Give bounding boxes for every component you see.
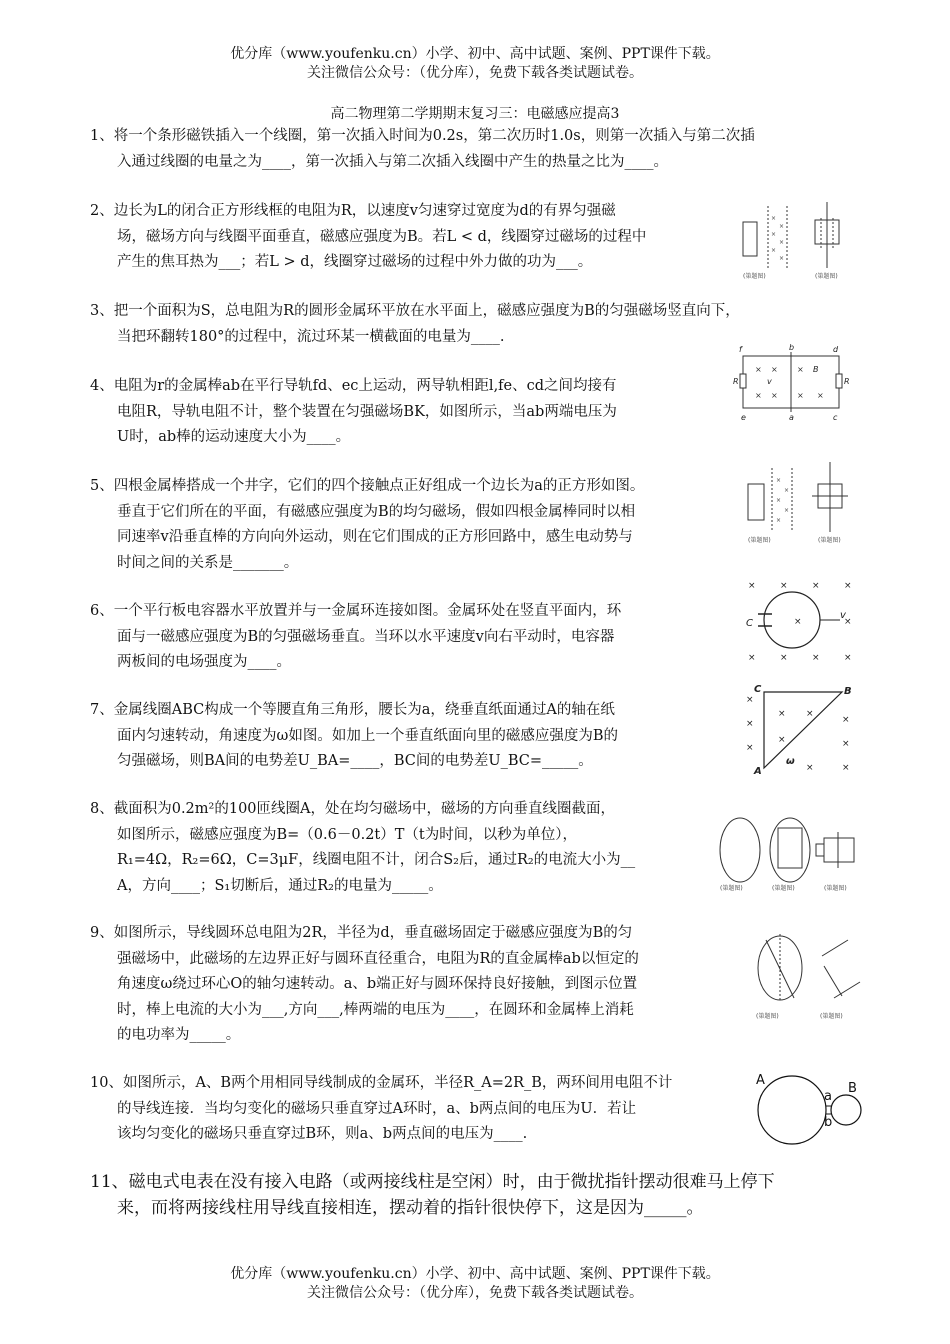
label-B: B (844, 686, 852, 697)
question-line: 强磁场中，此磁场的左边界正好与圆环直径重合，电阻为R的直金属棒ab以恒定的 (117, 950, 639, 967)
question-line: 3、把一个面积为S，总电阻为R的圆形金属环平放在水平面上，磁感应强度为B的匀强磁场竖直向下， (90, 303, 740, 319)
question-line: 的电功率为_____。 (117, 1027, 241, 1043)
question-line: 7、金属线圈ABC构成一个等腰直角三角形，腰长为a，绕垂直纸面通过A的轴在纸 (90, 702, 615, 718)
cross-mark: × (771, 365, 778, 374)
label-A: A (756, 1073, 765, 1088)
cross-mark: × (794, 617, 802, 627)
label-C: C (746, 618, 753, 629)
header-line-1: 优分库（www.youfenku.cn）小学、初中、高中试题、案例、PPT课件下载。 (230, 46, 720, 62)
cross-mark: × (797, 365, 804, 374)
label-R: R (844, 377, 850, 386)
figure-q8 (712, 812, 862, 892)
cross-mark: × (746, 719, 754, 729)
resistor (836, 374, 842, 388)
header-line-2: 关注微信公众号：（优分库），免费下载各类试题试卷。 (307, 65, 643, 81)
cross-mark: × (780, 581, 788, 591)
question-line: 的导线连接．当均匀变化的磁场只垂直穿过A环时，a、b两点间的电压为U．若让 (117, 1100, 637, 1117)
cross-mark: × (780, 653, 788, 663)
label-C: C (754, 684, 762, 695)
cross-mark: × (776, 497, 782, 504)
rod-ab (766, 940, 794, 998)
cross-mark: × (812, 581, 820, 591)
circuit-loop (824, 838, 854, 862)
figure-q6 (740, 576, 858, 666)
label-B: B (848, 1081, 857, 1096)
figure-caption: (第题图) (748, 537, 771, 544)
cross-mark: × (806, 709, 814, 719)
question-line: 8、截面积为0.2m²的100匝线圈A，处在均匀磁场中，磁场的方向垂直线圈截面， (90, 801, 615, 817)
figure-caption: (第题图) (818, 537, 841, 544)
label-B: B (813, 365, 819, 374)
cross-mark: × (755, 365, 762, 374)
question-8 (90, 797, 635, 899)
question-line: R₁=4Ω，R₂=6Ω，C=3μF，线圈电阻不计，闭合S₂后，通过R₂的电流大小为__ (117, 852, 636, 868)
cross-mark: × (817, 391, 824, 400)
page-title: 高二物理第二学期期末复习三：电磁感应提高3 (330, 106, 620, 122)
cross-mark: × (776, 517, 782, 524)
question-line: 入通过线圈的电量之为____，第一次插入与第二次插入线圈中产生的热量之比为____。 (117, 153, 668, 170)
question-line: 匀强磁场，则BA间的电势差U_BA=____，BC间的电势差U_BC=_____。 (117, 753, 593, 769)
figure-q7 (742, 680, 858, 776)
label-c: c (833, 413, 838, 422)
question-line: 1、将一个条形磁铁插入一个线圈，第一次插入时间为0.2s，第二次历时1.0s，则第一次插入与第二次插 (90, 128, 755, 144)
cross-mark: × (771, 391, 778, 400)
cross-mark: × (779, 223, 785, 230)
cross-mark: × (755, 391, 762, 400)
question-6 (90, 599, 621, 676)
question-3 (90, 299, 740, 350)
footer-line-1: 优分库（www.youfenku.cn）小学、初中、高中试题、案例、PPT课件下载。 (230, 1266, 720, 1282)
question-line: 场，磁场方向与线圈平面垂直，磁感应强度为B。若L < d，线圈穿过磁场的过程中 (117, 228, 647, 245)
figure-caption: (第题图) (824, 885, 847, 892)
label-v: v (767, 377, 772, 386)
metal-ring (764, 592, 820, 648)
rail (822, 940, 848, 956)
label-f: f (739, 345, 742, 354)
cross-mark: × (812, 653, 820, 663)
question-7 (90, 698, 618, 775)
question-line: 两板间的电场强度为____。 (117, 654, 291, 670)
figure-caption: (第题图) (772, 885, 795, 892)
cross-mark: × (776, 477, 782, 484)
cross-mark: × (844, 653, 852, 663)
figure-q9 (752, 926, 864, 1022)
question-4 (90, 374, 617, 451)
cross-mark: × (771, 247, 777, 254)
question-line: 4、电阻为r的金属棒ab在平行导轨fd、ec上运动，两导轨相距l,fe、cd之间均接有 (90, 378, 617, 394)
figure-q5 (738, 458, 858, 544)
figure-caption: (第题图) (820, 1013, 843, 1020)
question-line: 10、如图所示，A、B两个用相同导线制成的金属环，半径R_A=2R_B，两环间用电阻不计 (90, 1075, 673, 1091)
label-v: v (840, 610, 846, 621)
cross-mark: × (778, 709, 786, 719)
ring-a (758, 1076, 826, 1144)
question-line: 产生的焦耳热为___；若L > d，线圈穿过磁场的过程中外力做的功为___。 (117, 254, 593, 270)
cross-mark: × (842, 763, 850, 773)
label-omega: ω (786, 756, 795, 767)
label-d: d (833, 345, 839, 354)
question-5 (90, 474, 644, 576)
cross-mark: × (844, 581, 852, 591)
question-line: 5、四根金属棒搭成一个井字，它们的四个接触点正好组成一个边长为a的正方形如图。 (90, 478, 645, 494)
cross-mark: × (746, 743, 754, 753)
question-line: 同速率v沿垂直棒的方向向外运动，则在它们围成的正方形回路中，感生电动势与 (117, 529, 633, 545)
cross-mark: × (748, 653, 756, 663)
figure-caption: (第题图) (815, 273, 838, 280)
question-9 (90, 921, 639, 1049)
question-line: 当把环翻转180°的过程中，流过环某一横截面的电量为____. (117, 328, 505, 345)
resistor (816, 844, 824, 856)
cross-mark: × (842, 715, 850, 725)
question-line: 时间之间的关系是_______。 (117, 554, 299, 571)
question-2 (90, 199, 646, 276)
question-line: 角速度ω绕过环心O的轴匀速转动。a、b端正好与圆环保持良好接触，到图示位置 (117, 976, 638, 992)
cross-mark: × (779, 255, 785, 262)
question-line: 2、边长为L的闭合正方形线框的电阻为R，以速度v匀速穿过宽度为d的有界匀强磁 (90, 203, 616, 219)
figure-caption: (第题图) (756, 1013, 779, 1020)
figure-caption: (第题图) (743, 273, 766, 280)
question-line: 9、如图所示，导线圆环总电阻为2R，半径为d，垂直磁场固定于磁感应强度为B的匀 (90, 925, 633, 941)
question-11 (90, 1169, 775, 1221)
cross-mark: × (778, 735, 786, 745)
question-line: 如图所示，磁感应强度为B=（0.6－0.2t）T（t为时间，以秒为单位）， (117, 826, 577, 843)
triangle-abc (764, 692, 842, 768)
question-line: 电阻R，导轨电阻不计，整个装置在匀强磁场BK，如图所示，当ab两端电压为 (117, 403, 617, 420)
question-line: 6、一个平行板电容器水平放置并与一金属环连接如图。金属环处在竖直平面内，环 (90, 603, 622, 619)
cross-mark: × (797, 391, 804, 400)
rod (824, 966, 842, 996)
figure-q2 (735, 198, 855, 280)
question-10 (90, 1071, 672, 1148)
question-line: 面与一磁感应强度为B的匀强磁场垂直。当环以水平速度v向右平动时，电容器 (117, 628, 615, 645)
question-line: 11、磁电式电表在没有接入电路（或两接线柱是空闲）时，由于微扰指针摆动很难马上停下 (90, 1172, 775, 1192)
frame-rect (748, 484, 764, 520)
cross-mark: × (746, 695, 754, 705)
question-line: 来，而将两接线柱用导线直接相连，摆动着的指针很快停下，这是因为_____。 (117, 1198, 704, 1218)
cross-mark: × (806, 763, 814, 773)
figure-q4 (733, 342, 855, 424)
question-line: 垂直于它们所在的平面，有磁感应强度为B的均匀磁场，假如四根金属棒同时以相 (117, 503, 636, 520)
figure-caption: (第题图) (720, 885, 743, 892)
label-A: A (754, 766, 762, 776)
cross-mark: × (771, 231, 777, 238)
label-a: a (789, 413, 794, 422)
cross-mark: × (771, 215, 777, 222)
label-e: e (741, 413, 746, 422)
label-R: R (733, 377, 739, 386)
ring-b (831, 1095, 861, 1125)
cross-mark: × (779, 239, 785, 246)
cross-mark: × (842, 739, 850, 749)
question-line: 该均匀变化的磁场只垂直穿过B环，则a、b两点间的电压为____. (117, 1126, 528, 1142)
label-a: a (824, 1089, 832, 1104)
footer-line-2: 关注微信公众号：（优分库），免费下载各类试题试卷。 (307, 1285, 643, 1301)
frame-rect (743, 222, 757, 256)
cross-mark: × (784, 487, 790, 494)
coil-a (720, 818, 760, 882)
coil-frame (778, 828, 802, 868)
resistor (740, 374, 746, 388)
question-line: 时，棒上电流的大小为___,方向___,棒两端的电压为____，在圆环和金属棒上消耗 (117, 1001, 634, 1018)
question-line: A，方向____；S₁切断后，通过R₂的电量为_____。 (117, 877, 443, 894)
figure-q10 (748, 1068, 866, 1148)
question-line: U时，ab棒的运动速度大小为____。 (117, 429, 351, 445)
label-b: b (789, 343, 795, 352)
question-line: 面内匀速转动，角速度为ω如图。如加上一个垂直纸面向里的磁感应强度为B的 (117, 727, 618, 744)
cross-mark: × (748, 581, 756, 591)
label-b: b (824, 1115, 833, 1130)
cross-mark: × (844, 617, 852, 627)
question-1 (90, 124, 755, 175)
cross-mark: × (784, 507, 790, 514)
